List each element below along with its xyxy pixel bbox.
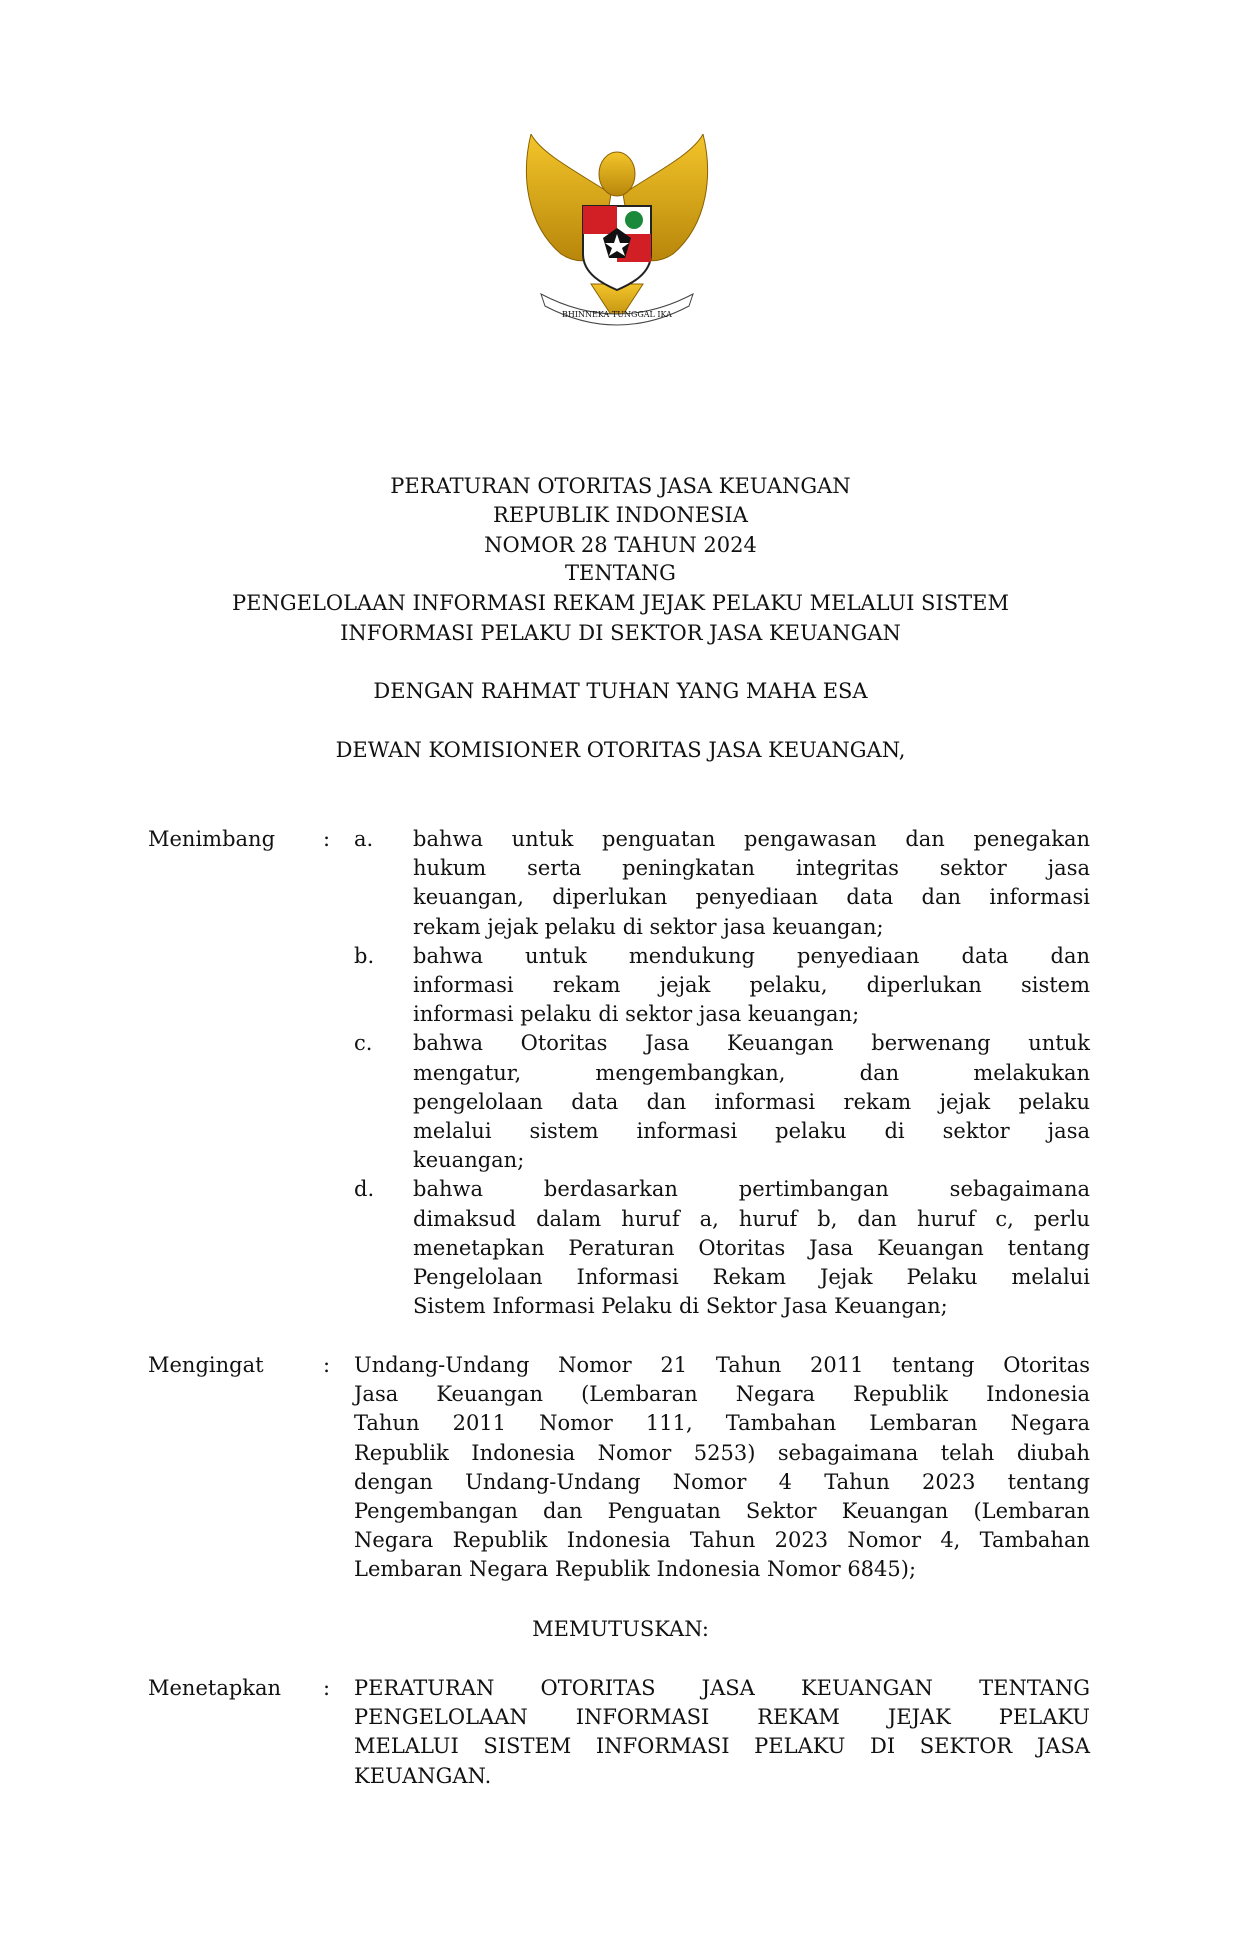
text-line: keuangan;: [413, 1148, 525, 1173]
item-marker: a.: [354, 827, 374, 851]
consideration-item: [413, 825, 1090, 942]
text-line: hukum serta peningkatan integritas sektor jasa: [413, 856, 1090, 881]
text-line: bahwa berdasarkan pertimbangan sebagaimana: [413, 1177, 1090, 1202]
item-marker: d.: [354, 1177, 375, 1202]
section-colon: :: [323, 1676, 331, 1700]
text-line: Pengelolaan Informasi Rekam Jejak Pelaku melalui: [413, 1264, 1090, 1289]
issuing-body: DEWAN KOMISIONER OTORITAS JASA KEUANGAN,: [335, 738, 906, 762]
consideration-item: [413, 1029, 1090, 1175]
text-line: Pengembangan dan Penguatan Sektor Keuangan (Lembaran: [354, 1498, 1090, 1523]
text-line: rekam jejak pelaku di sektor jasa keuangan;: [413, 914, 884, 939]
text-line: mengatur, mengembangkan, dan melakukan: [413, 1060, 1090, 1085]
decision-text: [354, 1674, 1090, 1791]
text-line: bahwa untuk mendukung penyediaan data dan: [413, 943, 1090, 968]
text-line: KEUANGAN.: [354, 1763, 492, 1788]
opening-phrase: DENGAN RAHMAT TUHAN YANG MAHA ESA: [373, 679, 868, 703]
text-line: Negara Republik Indonesia Tahun 2023 Nomor 4, Tambahan: [354, 1528, 1090, 1553]
item-marker: b.: [354, 943, 375, 968]
garuda-pancasila-emblem: [521, 134, 713, 340]
title-line: REPUBLIK INDONESIA: [493, 503, 748, 527]
text-line: menetapkan Peraturan Otoritas Jasa Keuangan tentang: [413, 1235, 1090, 1260]
text-line: MELALUI SISTEM INFORMASI PELAKU DI SEKTOR JASA: [354, 1734, 1090, 1759]
text-line: Tahun 2011 Nomor 111, Tambahan Lembaran Negara: [354, 1411, 1090, 1436]
item-marker: c.: [354, 1031, 373, 1056]
svg-text:BHINNEKA TUNGGAL IKA: BHINNEKA TUNGGAL IKA: [562, 310, 672, 319]
text-line: Sistem Informasi Pelaku di Sektor Jasa Keuangan;: [413, 1294, 948, 1319]
text-line: informasi pelaku di sektor jasa keuangan;: [413, 1002, 860, 1027]
text-line: dimaksud dalam huruf a, huruf b, dan huruf c, perlu: [413, 1206, 1090, 1231]
text-line: Lembaran Negara Republik Indonesia Nomor 6845);: [354, 1557, 917, 1582]
consideration-item: [413, 942, 1090, 1030]
text-line: PERATURAN OTORITAS JASA KEUANGAN TENTANG: [354, 1676, 1090, 1700]
text-line: Jasa Keuangan (Lembaran Negara Republik Indonesia: [354, 1382, 1090, 1407]
text-line: keuangan, diperlukan penyediaan data dan informasi: [413, 885, 1090, 910]
consideration-item: [413, 1175, 1090, 1321]
section-label-mengingat: Mengingat: [148, 1353, 264, 1377]
title-line: NOMOR 28 TAHUN 2024: [484, 533, 757, 557]
memutuskan-heading: MEMUTUSKAN:: [532, 1617, 709, 1641]
legal-basis: [354, 1351, 1090, 1585]
title-line: TENTANG: [565, 561, 676, 585]
text-line: bahwa untuk penguatan pengawasan dan penegakan: [413, 827, 1090, 851]
text-line: Undang-Undang Nomor 21 Tahun 2011 tentang Otoritas: [354, 1353, 1090, 1377]
text-line: PENGELOLAAN INFORMASI REKAM JEJAK PELAKU: [354, 1705, 1090, 1730]
title-line: PENGELOLAAN INFORMASI REKAM JEJAK PELAKU MELALUI SISTEM: [232, 591, 1009, 615]
text-line: bahwa Otoritas Jasa Keuangan berwenang untuk: [413, 1031, 1090, 1056]
text-line: melalui sistem informasi pelaku di sektor jasa: [413, 1118, 1090, 1143]
title-line: INFORMASI PELAKU DI SEKTOR JASA KEUANGAN: [340, 621, 901, 645]
text-line: informasi rekam jejak pelaku, diperlukan sistem: [413, 972, 1090, 997]
title-line: PERATURAN OTORITAS JASA KEUANGAN: [390, 474, 851, 498]
text-line: Republik Indonesia Nomor 5253) sebagaimana telah diubah: [354, 1440, 1090, 1465]
section-label-menetapkan: Menetapkan: [148, 1676, 282, 1700]
text-line: dengan Undang-Undang Nomor 4 Tahun 2023 tentang: [354, 1469, 1090, 1494]
section-colon: :: [323, 1353, 331, 1377]
text-line: pengelolaan data dan informasi rekam jejak pelaku: [413, 1089, 1090, 1114]
section-label-menimbang: Menimbang: [148, 827, 276, 851]
section-colon: :: [323, 827, 331, 851]
